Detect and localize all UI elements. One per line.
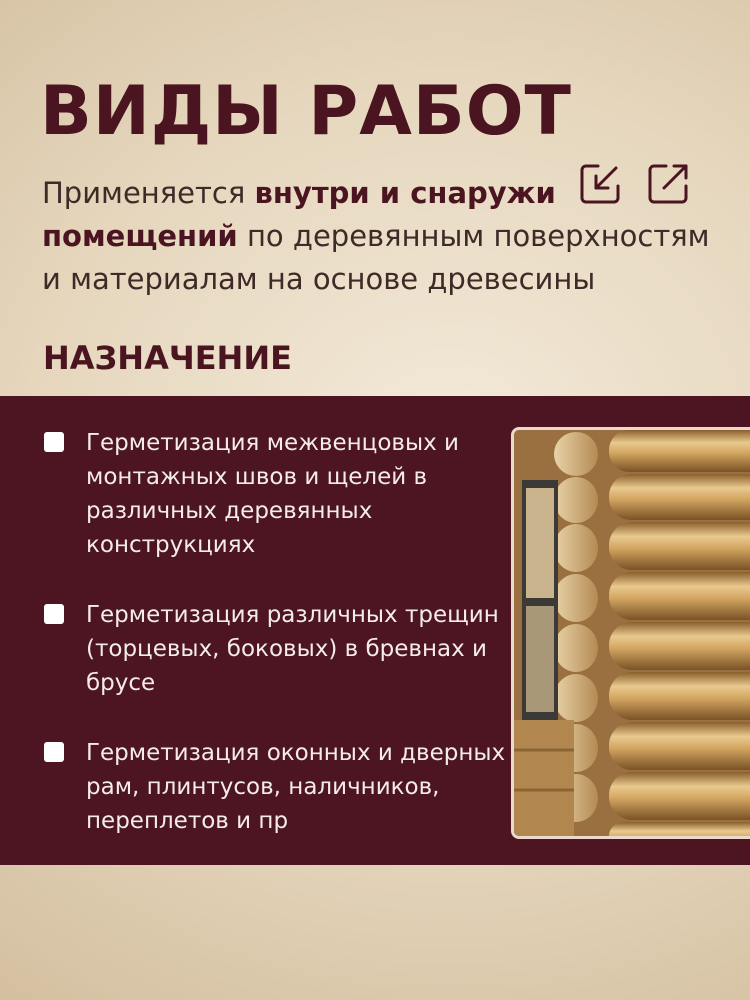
list-item-text: Герметизация различных трещин (торцевых, боковых) в бревнах и брусе <box>86 602 499 696</box>
outdoor-arrow-icon <box>644 160 692 208</box>
list-item-text: Герметизация межвенцовых и монтажных швов и щелей в различных деревянных конструкциях <box>86 430 459 558</box>
intro-part-1: Применяется <box>42 176 255 210</box>
intro-part-2: по деревянным поверхностям и материалам на основе древесины <box>42 219 710 296</box>
usage-icons <box>576 160 692 208</box>
checkbox-icon <box>44 604 64 624</box>
section-title: НАЗНАЧЕНИЕ <box>43 339 292 377</box>
log-wall-photo <box>511 427 750 839</box>
checkbox-icon <box>44 432 64 452</box>
indoor-arrow-icon <box>576 160 624 208</box>
checkbox-icon <box>44 742 64 762</box>
page-title: ВИДЫ РАБОТ <box>40 72 572 151</box>
intro-bold-2: помещений <box>42 219 238 253</box>
intro-bold-1: внутри и снаружи <box>254 176 556 210</box>
list-item-text: Герметизация оконных и дверных рам, плинтусов, наличников, переплетов и пр <box>86 740 506 834</box>
